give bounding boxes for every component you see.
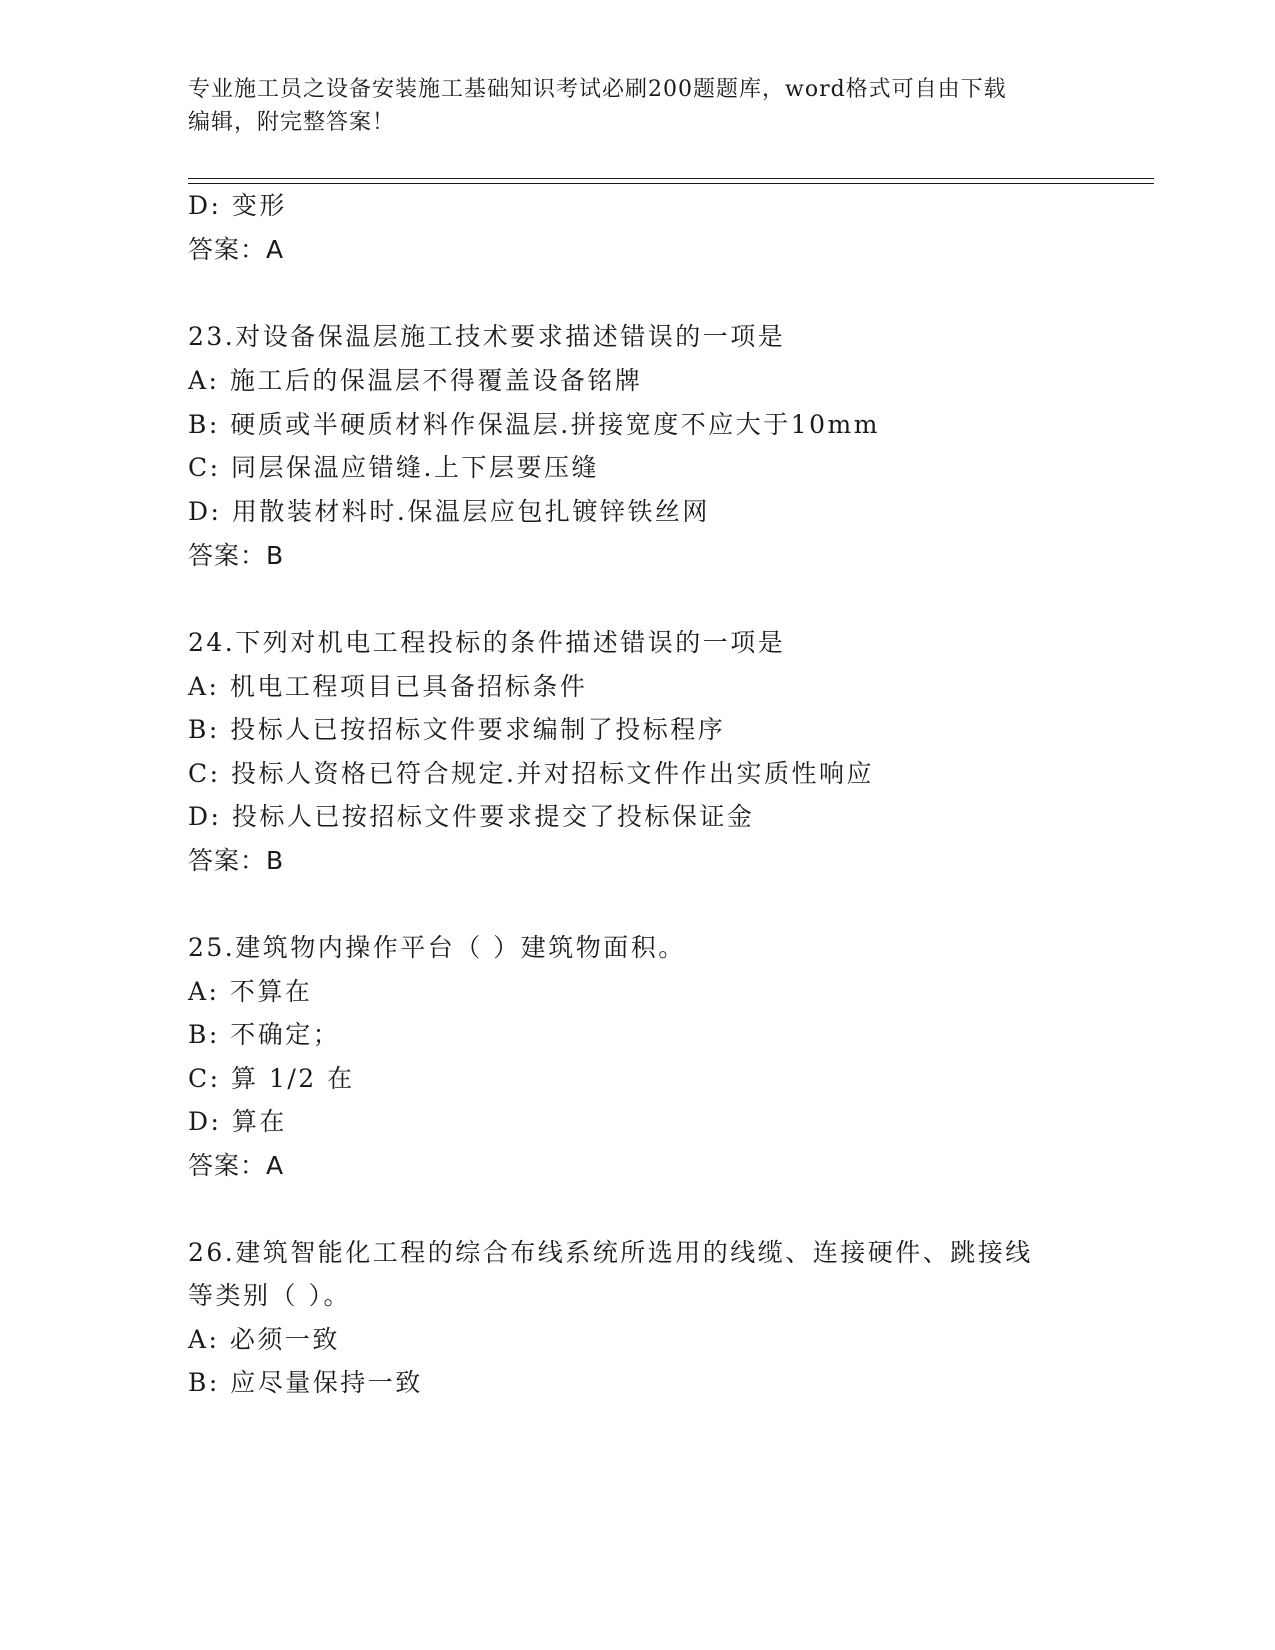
q23-option-c: C: 同层保温应错缝.上下层要压缝 xyxy=(188,453,599,482)
q25-option-c: C: 算 1/2 在 xyxy=(188,1064,355,1093)
q25-option-d: D: 算在 xyxy=(188,1107,287,1136)
q25-question: 25.建筑物内操作平台（ ）建筑物面积。 xyxy=(188,933,686,962)
header-title-line-1: 专业施工员之设备安装施工基础知识考试必刷200题题库，word格式可自由下载 xyxy=(188,77,1007,102)
q25-option-b: B: 不确定； xyxy=(188,1020,341,1049)
q24-answer: 答案：B xyxy=(188,846,285,875)
q23-option-a: A: 施工后的保温层不得覆盖设备铭牌 xyxy=(188,366,643,395)
q26-question-line-2: 等类别（ ）。 xyxy=(188,1281,351,1310)
q24-option-d: D: 投标人已按招标文件要求提交了投标保证金 xyxy=(188,802,755,831)
q23-option-b: B: 硬质或半硬质材料作保温层.拼接宽度不应大于10mm xyxy=(188,410,880,439)
header-divider-top xyxy=(188,178,1154,179)
q25-answer: 答案：A xyxy=(188,1151,285,1180)
prev-answer: 答案：A xyxy=(188,235,285,264)
q24-question: 24.下列对机电工程投标的条件描述错误的一项是 xyxy=(188,628,786,657)
header-title-line-2: 编辑，附完整答案！ xyxy=(188,110,396,135)
document-header xyxy=(188,73,1088,139)
q24-option-b: B: 投标人已按招标文件要求编制了投标程序 xyxy=(188,715,726,744)
q23-answer: 答案：B xyxy=(188,541,285,570)
prev-option-d: D: 变形 xyxy=(188,191,287,220)
q23-option-d: D: 用散装材料时.保温层应包扎镀锌铁丝网 xyxy=(188,497,710,526)
q26-question-line-1: 26.建筑智能化工程的综合布线系统所选用的线缆、连接硬件、跳接线 xyxy=(188,1238,1033,1267)
q26-option-b: B: 应尽量保持一致 xyxy=(188,1368,423,1397)
q24-option-a: A: 机电工程项目已具备招标条件 xyxy=(188,672,588,701)
q26-option-a: A: 必须一致 xyxy=(188,1325,340,1354)
header-divider-bottom xyxy=(188,183,1154,184)
q24-option-c: C: 投标人资格已符合规定.并对招标文件作出实质性响应 xyxy=(188,759,874,788)
q23-question: 23.对设备保温层施工技术要求描述错误的一项是 xyxy=(188,322,786,351)
q25-option-a: A: 不算在 xyxy=(188,977,313,1006)
